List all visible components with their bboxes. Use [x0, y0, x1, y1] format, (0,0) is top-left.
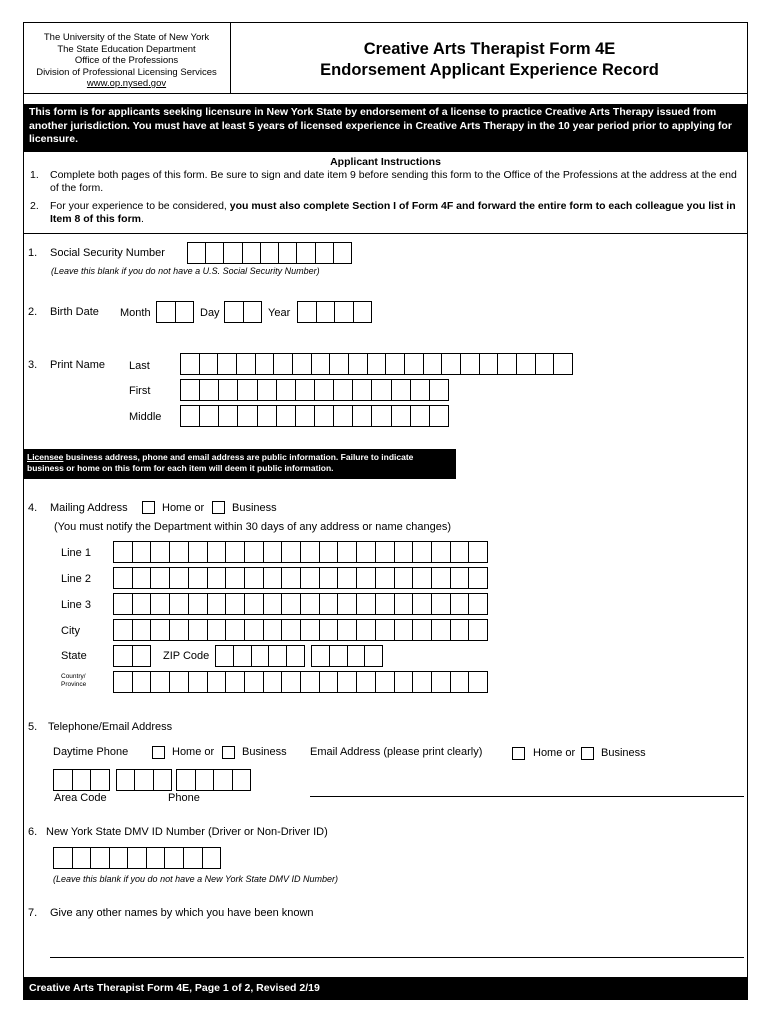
ssn-number: 1.: [28, 247, 38, 259]
char-cell[interactable]: [114, 568, 133, 588]
char-cell[interactable]: [133, 620, 152, 640]
first-name-input[interactable]: [180, 379, 449, 401]
char-cell[interactable]: [338, 594, 357, 614]
line2-label: Line 2: [61, 573, 91, 585]
ssn-input[interactable]: [187, 242, 352, 264]
agency-line: Division of Professional Licensing Services: [36, 66, 217, 78]
char-cell[interactable]: [430, 380, 448, 400]
birth-day-input[interactable]: [224, 301, 262, 323]
char-cell[interactable]: [298, 302, 317, 322]
char-cell[interactable]: [349, 354, 368, 374]
char-cell[interactable]: [301, 594, 320, 614]
city-label: City: [61, 625, 80, 637]
phone-label: Phone: [168, 792, 200, 804]
char-cell[interactable]: [317, 302, 336, 322]
phone-email-label: Telephone/Email Address: [48, 721, 173, 733]
char-cell[interactable]: [392, 380, 411, 400]
birth-label: Birth Date: [50, 306, 99, 318]
char-cell[interactable]: [354, 302, 372, 322]
char-cell[interactable]: [282, 672, 301, 692]
char-cell[interactable]: [517, 354, 536, 374]
first-name-label: First: [129, 385, 151, 397]
char-cell[interactable]: [181, 354, 200, 374]
char-cell[interactable]: [330, 354, 349, 374]
mailing-note: (You must notify the Department within 30 days of any address or name changes): [54, 521, 452, 533]
char-cell[interactable]: [170, 594, 189, 614]
char-cell[interactable]: [184, 848, 203, 868]
mailing-business-checkbox[interactable]: [212, 501, 225, 514]
char-cell[interactable]: [151, 672, 170, 692]
char-cell[interactable]: [151, 542, 170, 562]
char-cell[interactable]: [376, 594, 395, 614]
char-cell[interactable]: [261, 243, 279, 263]
char-cell[interactable]: [353, 406, 372, 426]
zip-plus4-input[interactable]: [311, 645, 383, 667]
char-cell[interactable]: [151, 568, 170, 588]
email-input-line[interactable]: [310, 796, 744, 797]
name-number: 3.: [28, 359, 38, 371]
char-cell[interactable]: [117, 770, 135, 790]
email-business-checkbox[interactable]: [581, 747, 594, 760]
char-cell[interactable]: [170, 542, 189, 562]
char-cell[interactable]: [498, 354, 517, 374]
char-cell[interactable]: [395, 594, 414, 614]
char-cell[interactable]: [244, 302, 262, 322]
phone-home-checkbox[interactable]: [152, 746, 165, 759]
instructions-title: Applicant Instructions: [330, 156, 441, 168]
address-line2-input[interactable]: [113, 567, 488, 589]
char-cell[interactable]: [245, 568, 264, 588]
char-cell[interactable]: [157, 302, 176, 322]
mailing-label: Mailing Address: [50, 502, 128, 514]
email-label: Email Address (please print clearly): [310, 746, 483, 758]
instruction-1: 1. Complete both pages of this form. Be sure to sign and date item 9 before sending this form to the Office of the Professions at the address at the end of the form.: [30, 169, 737, 194]
mailing-home-checkbox[interactable]: [142, 501, 155, 514]
char-cell[interactable]: [451, 542, 470, 562]
form-title: [231, 22, 748, 94]
char-cell[interactable]: [189, 620, 208, 640]
char-cell[interactable]: [376, 568, 395, 588]
char-cell[interactable]: [432, 620, 451, 640]
char-cell[interactable]: [114, 672, 133, 692]
char-cell[interactable]: [320, 568, 339, 588]
char-cell[interactable]: [264, 620, 283, 640]
char-cell[interactable]: [335, 302, 354, 322]
char-cell[interactable]: [451, 594, 470, 614]
char-cell[interactable]: [461, 354, 480, 374]
agency-line: The University of the State of New York: [43, 32, 210, 43]
char-cell[interactable]: [338, 542, 357, 562]
char-cell[interactable]: [301, 672, 320, 692]
char-cell[interactable]: [376, 542, 395, 562]
char-cell[interactable]: [287, 646, 304, 666]
char-cell[interactable]: [386, 354, 405, 374]
char-cell[interactable]: [226, 568, 245, 588]
char-cell[interactable]: [469, 620, 487, 640]
char-cell[interactable]: [432, 568, 451, 588]
char-cell[interactable]: [200, 380, 219, 400]
other-names-number: 7.: [28, 907, 38, 919]
char-cell[interactable]: [73, 848, 92, 868]
char-cell[interactable]: [469, 568, 487, 588]
char-cell[interactable]: [264, 594, 283, 614]
char-cell[interactable]: [536, 354, 555, 374]
char-cell[interactable]: [320, 620, 339, 640]
birth-year-input[interactable]: [297, 301, 372, 323]
char-cell[interactable]: [264, 542, 283, 562]
agency-line: The State Education Department: [57, 43, 196, 55]
char-cell[interactable]: [264, 568, 283, 588]
char-cell[interactable]: [234, 646, 252, 666]
month-label: Month: [120, 307, 151, 319]
char-cell[interactable]: [237, 354, 256, 374]
char-cell[interactable]: [312, 354, 331, 374]
char-cell[interactable]: [264, 672, 283, 692]
char-cell[interactable]: [282, 620, 301, 640]
website-link[interactable]: www.op.nysed.gov: [86, 78, 167, 89]
daytime-phone-label: Daytime Phone: [53, 746, 129, 758]
middle-name-label: Middle: [129, 411, 162, 423]
birth-month-input[interactable]: [156, 301, 194, 323]
char-cell[interactable]: [413, 568, 432, 588]
char-cell[interactable]: [245, 672, 264, 692]
zip-input[interactable]: [215, 645, 305, 667]
char-cell[interactable]: [372, 406, 391, 426]
char-cell[interactable]: [216, 646, 234, 666]
char-cell[interactable]: [301, 620, 320, 640]
phone-business-label: Business: [242, 746, 287, 758]
char-cell[interactable]: [226, 594, 245, 614]
char-cell[interactable]: [312, 646, 330, 666]
char-cell[interactable]: [320, 594, 339, 614]
char-cell[interactable]: [226, 672, 245, 692]
char-cell[interactable]: [208, 672, 227, 692]
intro-banner: This form is for applicants seeking licensure in New York State by endorsement of a license to practice Creative Arts Therapy issued from another jurisdiction. You must have at least 5 years of licensed experience in Creative Arts Therapy in the 10 year period prior to applying for licensure.: [23, 104, 748, 152]
dmv-label: New York State DMV ID Number (Driver or Non-Driver ID): [46, 826, 328, 838]
char-cell[interactable]: [554, 354, 572, 374]
char-cell[interactable]: [469, 594, 487, 614]
char-cell[interactable]: [411, 406, 430, 426]
char-cell[interactable]: [224, 243, 242, 263]
char-cell[interactable]: [353, 380, 372, 400]
char-cell[interactable]: [238, 406, 257, 426]
char-cell[interactable]: [330, 646, 348, 666]
char-cell[interactable]: [301, 542, 320, 562]
char-cell[interactable]: [176, 302, 194, 322]
char-cell[interactable]: [219, 380, 238, 400]
instruction-2: 2. For your experience to be considered, you must also complete Section I of Form 4F and forward the entire form to each colleague you list in Item 8 of this form.: [30, 200, 736, 225]
char-cell[interactable]: [405, 354, 424, 374]
char-cell[interactable]: [451, 620, 470, 640]
char-cell[interactable]: [442, 354, 461, 374]
char-cell[interactable]: [293, 354, 312, 374]
char-cell[interactable]: [133, 542, 152, 562]
char-cell[interactable]: [480, 354, 499, 374]
char-cell[interactable]: [301, 568, 320, 588]
char-cell[interactable]: [269, 646, 287, 666]
country-input[interactable]: [113, 671, 488, 693]
char-cell[interactable]: [338, 620, 357, 640]
dmv-number: 6.: [28, 826, 38, 838]
char-cell[interactable]: [469, 542, 487, 562]
char-cell[interactable]: [189, 672, 208, 692]
email-home-label: Home or: [533, 747, 576, 759]
char-cell[interactable]: [245, 620, 264, 640]
title-line-1: Creative Arts Therapist Form 4E: [363, 40, 616, 58]
char-cell[interactable]: [196, 770, 215, 790]
char-cell[interactable]: [413, 542, 432, 562]
char-cell[interactable]: [258, 380, 277, 400]
char-cell[interactable]: [189, 542, 208, 562]
phone-line-input[interactable]: [176, 769, 251, 791]
char-cell[interactable]: [189, 594, 208, 614]
char-cell[interactable]: [233, 770, 251, 790]
char-cell[interactable]: [258, 406, 277, 426]
char-cell[interactable]: [188, 243, 206, 263]
char-cell[interactable]: [133, 568, 152, 588]
char-cell[interactable]: [316, 243, 334, 263]
char-cell[interactable]: [392, 406, 411, 426]
char-cell[interactable]: [114, 620, 133, 640]
char-cell[interactable]: [334, 380, 353, 400]
middle-name-input[interactable]: [180, 405, 449, 427]
char-cell[interactable]: [320, 672, 339, 692]
char-cell[interactable]: [411, 380, 430, 400]
char-cell[interactable]: [430, 406, 448, 426]
address-line1-input[interactable]: [113, 541, 488, 563]
char-cell[interactable]: [297, 243, 315, 263]
char-cell[interactable]: [395, 568, 414, 588]
char-cell[interactable]: [110, 848, 129, 868]
char-cell[interactable]: [218, 354, 237, 374]
city-input[interactable]: [113, 619, 488, 641]
last-name-label: Last: [129, 360, 150, 372]
phone-home-label: Home or: [172, 746, 215, 758]
birth-number: 2.: [28, 306, 38, 318]
area-code-label: Area Code: [54, 792, 107, 804]
agency-block: [23, 22, 231, 94]
char-cell[interactable]: [238, 380, 257, 400]
char-cell[interactable]: [147, 848, 166, 868]
char-cell[interactable]: [214, 770, 233, 790]
email-home-checkbox[interactable]: [512, 747, 525, 760]
char-cell[interactable]: [315, 406, 334, 426]
address-line3-input[interactable]: [113, 593, 488, 615]
char-cell[interactable]: [274, 354, 293, 374]
char-cell[interactable]: [170, 672, 189, 692]
char-cell[interactable]: [200, 406, 219, 426]
name-label: Print Name: [50, 359, 106, 371]
char-cell[interactable]: [252, 646, 270, 666]
char-cell[interactable]: [208, 594, 227, 614]
char-cell[interactable]: [151, 620, 170, 640]
char-cell[interactable]: [114, 594, 133, 614]
area-code-input[interactable]: [53, 769, 110, 791]
char-cell[interactable]: [424, 354, 443, 374]
char-cell[interactable]: [135, 770, 153, 790]
mailing-number: 4.: [28, 502, 38, 514]
char-cell[interactable]: [368, 354, 387, 374]
char-cell[interactable]: [54, 848, 73, 868]
line1-label: Line 1: [61, 547, 91, 559]
country-label: Country/ Province: [61, 673, 87, 688]
char-cell[interactable]: [54, 770, 73, 790]
char-cell[interactable]: [226, 542, 245, 562]
char-cell[interactable]: [451, 672, 470, 692]
last-name-input[interactable]: [180, 353, 573, 375]
char-cell[interactable]: [256, 354, 275, 374]
divider: [23, 233, 748, 234]
zip-label: ZIP Code: [163, 650, 210, 662]
char-cell[interactable]: [277, 380, 296, 400]
char-cell[interactable]: [338, 672, 357, 692]
char-cell[interactable]: [357, 672, 376, 692]
char-cell[interactable]: [282, 594, 301, 614]
agency-line: Office of the Professions: [74, 55, 179, 66]
phone-prefix-input[interactable]: [116, 769, 172, 791]
char-cell[interactable]: [413, 594, 432, 614]
char-cell[interactable]: [133, 646, 151, 666]
char-cell[interactable]: [245, 594, 264, 614]
other-names-input-line[interactable]: [50, 957, 744, 958]
char-cell[interactable]: [334, 243, 351, 263]
char-cell[interactable]: [226, 620, 245, 640]
dmv-note: (Leave this blank if you do not have a New York State DMV ID Number): [53, 874, 338, 884]
char-cell[interactable]: [357, 568, 376, 588]
char-cell[interactable]: [395, 672, 414, 692]
state-label: State: [61, 650, 87, 662]
char-cell[interactable]: [338, 568, 357, 588]
char-cell[interactable]: [376, 620, 395, 640]
char-cell[interactable]: [296, 406, 315, 426]
char-cell[interactable]: [469, 672, 487, 692]
char-cell[interactable]: [413, 672, 432, 692]
page-footer: Creative Arts Therapist Form 4E, Page 1 of 2, Revised 2/19: [23, 977, 748, 1000]
char-cell[interactable]: [177, 770, 196, 790]
char-cell[interactable]: [372, 380, 391, 400]
char-cell[interactable]: [277, 406, 296, 426]
line3-label: Line 3: [61, 599, 91, 611]
char-cell[interactable]: [200, 354, 219, 374]
char-cell[interactable]: [357, 594, 376, 614]
char-cell[interactable]: [357, 620, 376, 640]
char-cell[interactable]: [376, 672, 395, 692]
char-cell[interactable]: [357, 542, 376, 562]
char-cell[interactable]: [282, 542, 301, 562]
char-cell[interactable]: [91, 848, 110, 868]
mailing-business-label: Business: [232, 502, 277, 514]
phone-business-checkbox[interactable]: [222, 746, 235, 759]
char-cell[interactable]: [348, 646, 366, 666]
day-label: Day: [200, 307, 220, 319]
char-cell[interactable]: [73, 770, 92, 790]
ssn-label: Social Security Number: [50, 247, 165, 259]
char-cell[interactable]: [189, 568, 208, 588]
public-info-notice: Licensee business address, phone and email address are public information. Failure to indicate business or home on this form for each item will deem it public information.: [23, 449, 456, 479]
char-cell[interactable]: [225, 302, 244, 322]
char-cell[interactable]: [243, 243, 261, 263]
char-cell[interactable]: [282, 568, 301, 588]
char-cell[interactable]: [432, 594, 451, 614]
ssn-note: (Leave this blank if you do not have a U.S. Social Security Number): [51, 266, 320, 276]
dmv-id-input[interactable]: [53, 847, 221, 869]
char-cell[interactable]: [170, 620, 189, 640]
mailing-home-label: Home or: [162, 502, 205, 514]
char-cell[interactable]: [165, 848, 184, 868]
char-cell[interactable]: [395, 620, 414, 640]
other-names-label: Give any other names by which you have been known: [50, 907, 314, 919]
year-label: Year: [268, 307, 291, 319]
char-cell[interactable]: [133, 672, 152, 692]
char-cell[interactable]: [219, 406, 238, 426]
char-cell[interactable]: [334, 406, 353, 426]
char-cell[interactable]: [296, 380, 315, 400]
phone-number-label: 5.: [28, 721, 38, 733]
email-business-label: Business: [601, 747, 646, 759]
title-line-2: Endorsement Applicant Experience Record: [320, 61, 659, 79]
state-input[interactable]: [113, 645, 151, 667]
char-cell[interactable]: [279, 243, 297, 263]
char-cell[interactable]: [208, 568, 227, 588]
char-cell[interactable]: [395, 542, 414, 562]
char-cell[interactable]: [320, 542, 339, 562]
char-cell[interactable]: [365, 646, 382, 666]
char-cell[interactable]: [133, 594, 152, 614]
char-cell[interactable]: [151, 594, 170, 614]
char-cell[interactable]: [208, 620, 227, 640]
char-cell[interactable]: [432, 542, 451, 562]
char-cell[interactable]: [91, 770, 109, 790]
char-cell[interactable]: [170, 568, 189, 588]
char-cell[interactable]: [451, 568, 470, 588]
char-cell[interactable]: [432, 672, 451, 692]
char-cell[interactable]: [203, 848, 221, 868]
char-cell[interactable]: [154, 770, 171, 790]
char-cell[interactable]: [315, 380, 334, 400]
char-cell[interactable]: [114, 542, 133, 562]
char-cell[interactable]: [128, 848, 147, 868]
char-cell[interactable]: [206, 243, 224, 263]
char-cell[interactable]: [245, 542, 264, 562]
char-cell[interactable]: [413, 620, 432, 640]
char-cell[interactable]: [181, 380, 200, 400]
char-cell[interactable]: [114, 646, 133, 666]
char-cell[interactable]: [208, 542, 227, 562]
char-cell[interactable]: [181, 406, 200, 426]
